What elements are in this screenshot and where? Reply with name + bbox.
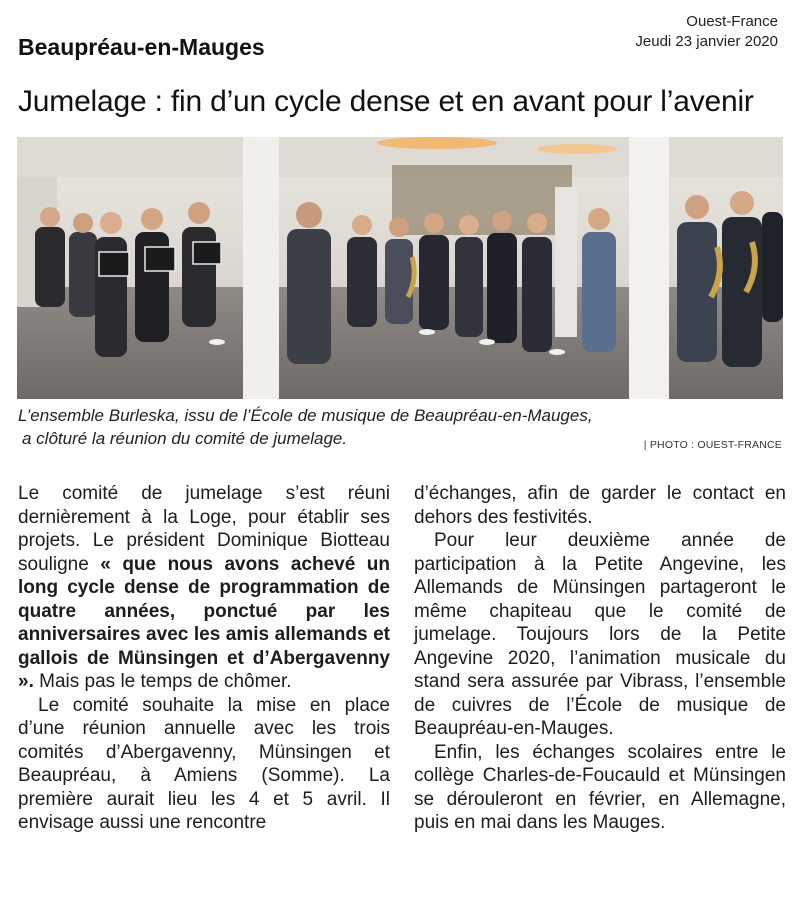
article-column-left (18, 482, 390, 835)
article-paragraph-1 (18, 482, 390, 694)
article-headline: Jumelage : fin d’un cycle dense et en avant pour l’avenir (18, 85, 754, 118)
paragraph-1-end: Mais pas le temps de chômer. (33, 671, 292, 692)
article-paragraph-2: Le comité souhaite la mise en place d’une réunion annuelle avec les trois comités d’Abergavenny, Münsingen et Beaupréau, à Amiens (Somme). La première aurait lieu les 4 et 5 avril. Il envisage aussi une rencontre (18, 694, 390, 833)
source-block (635, 12, 778, 52)
article-paragraph-3: Pour leur deuxième année de participation à la Petite Angevine, les Allemands de Münsingen partageront le même chapiteau que le comité de jumelage. Toujours lors de la Petite Angevine 2020, l’animation musicale du stand sera assurée par Vibrass, l’ensemble de cuivres de l’École de musique de Beaupréau-en-Mauges. (414, 530, 786, 739)
photo-credit: | PHOTO : OUEST-FRANCE (643, 439, 782, 451)
caption-line-1: L’ensemble Burleska, issu de l’École de musique de Beaupréau-en-Mauges, (18, 406, 593, 425)
article-paragraph-2-continued: d’échanges, afin de garder le contact en dehors des festivités. (414, 483, 786, 528)
locality-heading: Beaupréau-en-Mauges (18, 34, 265, 60)
article-photo (17, 137, 783, 399)
newspaper-name: Ouest-France (686, 13, 778, 30)
caption-line-2: a clôturé la réunion du comité de jumelage. (22, 429, 348, 448)
ensemble-photo-illustration (17, 137, 783, 399)
president-quote: « que nous avons achevé un long cycle dense de programmation de quatre années, ponctué par les anniversaires avec les amis allemands et gallois de Münsingen et d’Abergavenny ». (18, 553, 390, 692)
article-column-right (414, 482, 786, 835)
publication-date: Jeudi 23 janvier 2020 (635, 33, 778, 50)
article-paragraph-4: Enfin, les échanges scolaires entre le collège Charles-de-Foucauld et Münsingen se dérouleront en février, en Allemagne, puis en mai dans les Mauges. (414, 741, 786, 833)
paragraph-1-intro: Le comité de jumelage s’est réuni dernièrement à la Loge, pour établir ses projets. Le président Dominique Biotteau souligne (18, 483, 390, 575)
